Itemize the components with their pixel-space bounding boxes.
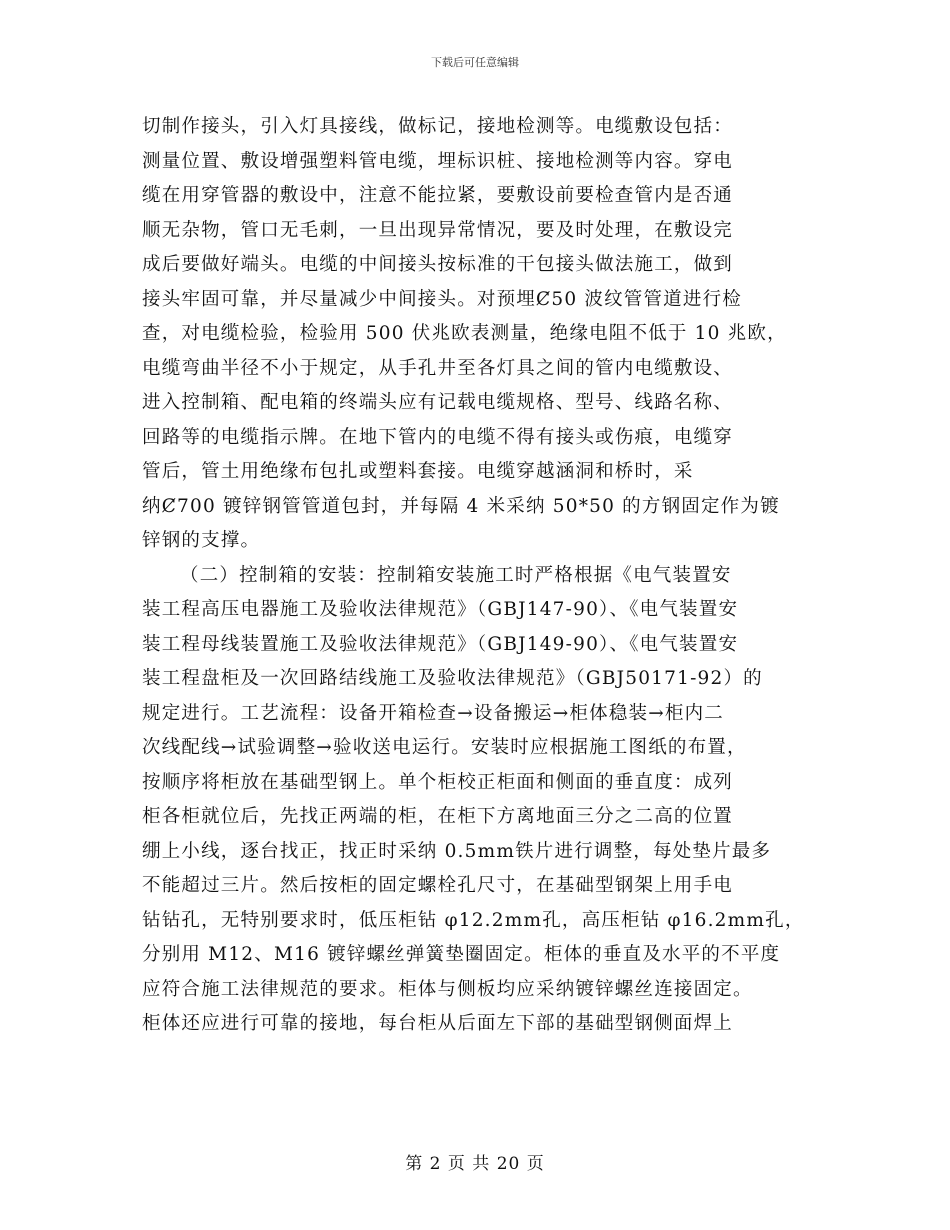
body-line: 柜各柜就位后，先找正两端的柜，在柜下方离地面三分之二高的位置 xyxy=(142,806,734,827)
body-line: 顺无杂物，管口无毛刺，一旦出现异常情况，要及时处理，在敷设完 xyxy=(142,219,734,241)
body-line: 电缆弯曲半径不小于规定，从手孔井至各灯具之间的管内电缆敷设、 xyxy=(142,357,734,379)
body-line: 分别用 M12、M16 镀锌螺丝弹簧垫圈固定。柜体的垂直及水平的不平度 xyxy=(142,944,781,965)
body-line: 规定进行。工艺流程：设备开箱检查→设备搬运→柜体稳装→柜内二 xyxy=(142,702,725,724)
page-header: 下载后可任意编辑 xyxy=(431,56,519,69)
body-line: 纳Ȼ700 镀锌钢管管道包封，并每隔 4 米采纳 50*50 的方钢固定作为镀 xyxy=(142,495,780,517)
body-line: 回路等的电缆指示牌。在地下管内的电缆不得有接头或伤痕，电缆穿 xyxy=(142,426,734,448)
body-line: 进入控制箱、配电箱的终端头应有记载电缆规格、型号、线路名称、 xyxy=(142,392,734,413)
body-line: 切制作接头，引入灯具接线，做标记，接地检测等。电缆敷设包括： xyxy=(142,116,734,137)
body-line: 次线配线→试验调整→验收送电运行。安装时应根据施工图纸的布置， xyxy=(142,737,747,758)
page-number-footer: 第 2 页 共 20 页 xyxy=(405,1154,545,1174)
body-line: 成后要做好端头。电缆的中间接头按标准的干包接头做法施工，做到 xyxy=(142,254,734,275)
body-line: 测量位置、敷设增强塑料管电缆，埋标识桩、接地检测等内容。穿电 xyxy=(142,150,734,172)
body-line: 绷上小线，逐台找正，找正时采纳 0.5mm铁片进行调整，每处垫片最多 xyxy=(142,840,772,862)
body-line: 查，对电缆检验，检验用 500 伏兆欧表测量，绝缘电阻不低于 10 兆欧， xyxy=(142,323,787,344)
body-line: 缆在用穿管器的敷设中，注意不能拉紧，要敷设前要检查管内是否通 xyxy=(142,185,734,206)
body-line: 接头牢固可靠，并尽量减少中间接头。对预埋Ȼ50 波纹管管道进行检 xyxy=(142,288,742,310)
body-line: 管后，管土用绝缘布包扎或塑料套接。电缆穿越涵洞和桥时，采 xyxy=(142,461,694,482)
body-line: 装工程母线装置施工及验收法律规范》（GBJ149-90）、《电气装置安 xyxy=(142,633,739,655)
body-line: 不能超过三片。然后按柜的固定螺栓孔尺寸，在基础型钢架上用手电 xyxy=(142,875,734,896)
body-line: 按顺序将柜放在基础型钢上。单个柜校正柜面和侧面的垂直度：成列 xyxy=(142,771,734,793)
body-line: 装工程高压电器施工及验收法律规范》（GBJ147-90）、《电气装置安 xyxy=(142,599,739,620)
body-line: 装工程盘柜及一次回路结线施工及验收法律规范》（GBJ50171-92）的 xyxy=(142,668,763,689)
document-body xyxy=(142,110,810,1042)
body-line: 锌钢的支撑。 xyxy=(142,530,261,551)
section-heading-line: （二）控制箱的安装：控制箱安装施工时严格根据《电气装置安 xyxy=(180,564,732,586)
body-line: 应符合施工法律规范的要求。柜体与侧板均应采纳镀锌螺丝连接固定。 xyxy=(142,978,753,1000)
body-line: 钻钻孔，无特别要求时，低压柜钻 φ12.2mm孔，高压柜钻 φ16.2mm孔， xyxy=(142,909,805,931)
body-line: 柜体还应进行可靠的接地，每台柜从后面左下部的基础型钢侧面焊上 xyxy=(142,1013,734,1034)
